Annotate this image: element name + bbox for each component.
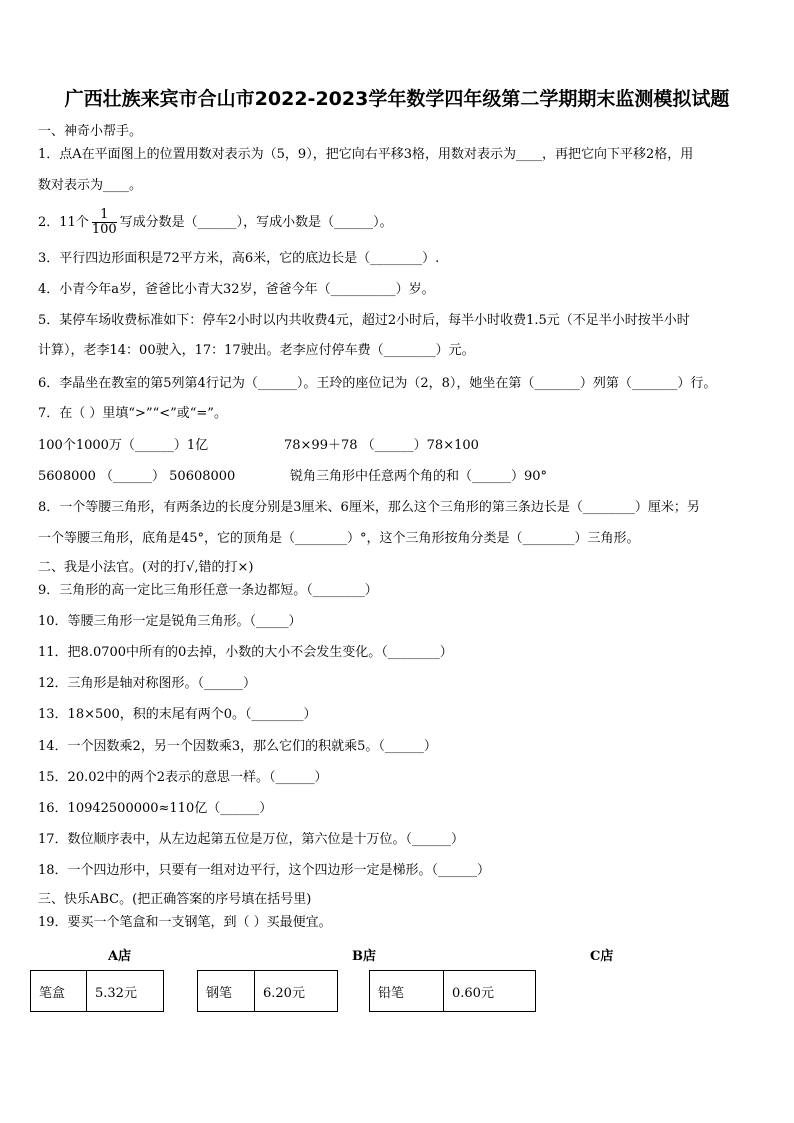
price-cell: 0.60元	[444, 971, 536, 1012]
price-cell: 5.32元	[87, 971, 164, 1012]
question-11: 11．把8.0700中所有的0去掉，小数的大小不会发生变化。（________）	[38, 645, 453, 660]
table-row	[198, 971, 338, 1012]
question-2	[38, 206, 393, 240]
store-b-table	[197, 970, 338, 1012]
question-6: 6．李晶坐在教室的第5列第4行记为（______）。王玲的座位记为（2，8），她坐在第（_______）列第（_______）行。	[38, 376, 717, 391]
question-13: 13．18×500，积的末尾有两个0。（________）	[38, 707, 317, 722]
question-4: 4．小青今年a岁，爸爸比小青大32岁，爸爸今年（__________）岁。	[38, 282, 435, 297]
section-heading-3: 三、快乐ABC。(把正确答案的序号填在括号里)	[38, 892, 312, 907]
table-row	[370, 971, 536, 1012]
question-18: 18．一个四边形中，只要有一组对边平行，这个四边形一定是梯形。（______）	[38, 863, 491, 878]
item-cell: 钢笔	[198, 971, 255, 1012]
item-cell: 铅笔	[370, 971, 444, 1012]
question-16: 16．10942500000≈110亿（______）	[38, 801, 273, 816]
fraction-denominator: 100	[91, 222, 117, 237]
question-5-line-2: 计算），老李14：00驶入，17：17驶出。老李应付停车费（________）元。	[38, 343, 475, 358]
question-1-line-2: 数对表示为____。	[38, 178, 143, 193]
question-7: 7．在（ ）里填“>”“<”或“=”。	[38, 406, 227, 421]
question-2-prefix: 2．11个	[38, 215, 89, 230]
question-7-item-4: 锐角三角形中任意两个角的和（______）90°	[290, 469, 548, 484]
question-8-line-2: 一个等腰三角形，底角是45°，它的顶角是（________）°，这个三角形按角分类是（________）三角形。	[38, 531, 640, 546]
question-19: 19．要买一个笔盒和一支钢笔，到（ ）买最便宜。	[38, 915, 332, 930]
question-10: 10．等腰三角形一定是锐角三角形。（_____）	[38, 614, 302, 629]
table-row	[31, 971, 164, 1012]
item-cell: 笔盒	[31, 971, 87, 1012]
question-2-suffix: 写成分数是（______），写成小数是（______）。	[119, 215, 393, 230]
price-cell: 6.20元	[255, 971, 338, 1012]
store-a-label: A店	[108, 949, 132, 964]
section-heading-1: 一、神奇小帮手。	[38, 124, 143, 139]
store-b-label: B店	[352, 949, 376, 964]
question-12: 12．三角形是轴对称图形。（______）	[38, 676, 257, 691]
store-a-table	[30, 970, 164, 1012]
question-7-item-1: 100个1000万（______）1亿	[38, 438, 209, 453]
store-c-table	[369, 970, 536, 1012]
page-title: 广西壮族来宾市合山市2022-2023学年数学四年级第二学期期末监测模拟试题	[64, 88, 730, 110]
question-15: 15．20.02中的两个2表示的意思一样。（______）	[38, 770, 328, 785]
fraction	[92, 208, 117, 237]
question-7-item-3: 5608000 （______） 50608000	[38, 469, 236, 484]
fraction-numerator: 1	[92, 208, 117, 223]
question-17: 17．数位顺序表中，从左边起第五位是万位，第六位是十万位。（______）	[38, 832, 465, 847]
store-c-label: C店	[590, 949, 614, 964]
question-7-item-2: 78×99＋78 （______）78×100	[284, 438, 479, 453]
question-5-line-1: 5．某停车场收费标准如下：停车2小时以内共收费4元，超过2小时后，每半小时收费1.5元（不足半小时按半小时	[38, 313, 690, 328]
question-9: 9．三角形的高一定比三角形任意一条边都短。（________）	[38, 583, 378, 598]
section-heading-2: 二、我是小法官。(对的打√,错的打×)	[38, 560, 254, 575]
question-3: 3．平行四边形面积是72平方米，高6米，它的底边长是（________）.	[38, 251, 440, 266]
question-8-line-1: 8．一个等腰三角形，有两条边的长度分别是3厘米、6厘米，那么这个三角形的第三条边长是（________）厘米；另	[38, 500, 700, 515]
question-14: 14．一个因数乘2，另一个因数乘3，那么它们的积就乘5。（______）	[38, 739, 437, 754]
question-1-line-1: 1．点A在平面图上的位置用数对表示为（5，9），把它向右平移3格，用数对表示为____，再把它向下平移2格，用	[38, 147, 694, 162]
